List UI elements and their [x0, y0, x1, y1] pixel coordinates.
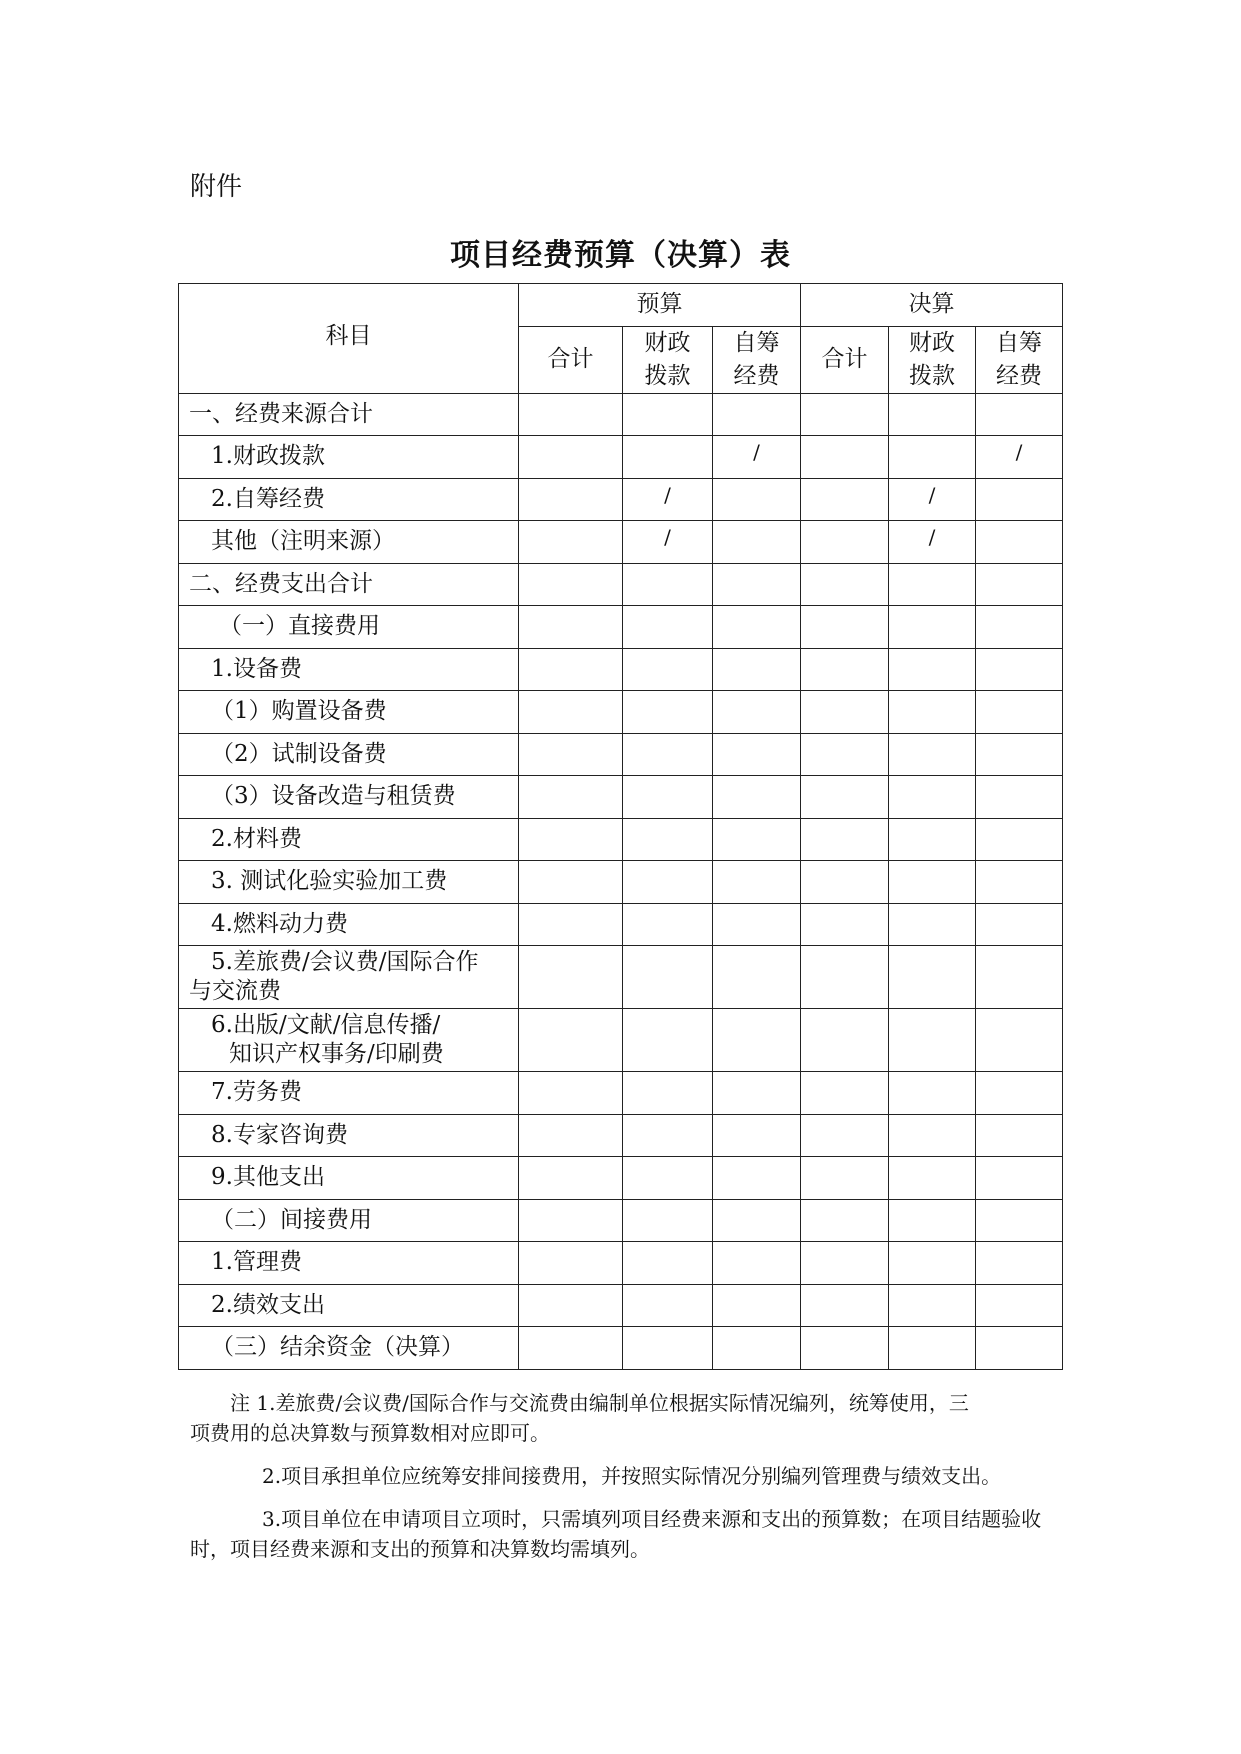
value-cell[interactable]	[623, 1072, 713, 1115]
table-row	[179, 818, 1063, 861]
value-cell[interactable]	[976, 1009, 1063, 1072]
value-cell[interactable]	[801, 776, 889, 819]
value-cell[interactable]	[976, 946, 1063, 1009]
row-subject: （1）购置设备费	[179, 691, 519, 734]
value-cell[interactable]	[976, 776, 1063, 819]
value-cell[interactable]	[889, 861, 976, 904]
value-cell[interactable]	[889, 733, 976, 776]
row-subject: 一、经费来源合计	[179, 393, 519, 436]
value-cell[interactable]	[801, 1242, 889, 1285]
value-cell[interactable]	[519, 648, 623, 691]
value-cell[interactable]	[801, 648, 889, 691]
value-cell[interactable]	[801, 1157, 889, 1200]
table-row	[179, 606, 1063, 649]
value-cell[interactable]	[519, 393, 623, 436]
value-cell[interactable]	[801, 1327, 889, 1370]
value-cell[interactable]	[519, 521, 623, 564]
table-row	[179, 1242, 1063, 1285]
note-1-continued: 项费用的总决算数与预算数相对应即可。	[190, 1421, 550, 1445]
row-subject: （三）结余资金（决算）	[179, 1327, 519, 1370]
value-cell[interactable]	[623, 818, 713, 861]
value-cell[interactable]	[976, 478, 1063, 521]
row-subject: 2.自筹经费	[179, 478, 519, 521]
value-cell[interactable]	[976, 606, 1063, 649]
value-cell[interactable]	[713, 776, 801, 819]
slash-mark: /	[928, 525, 936, 550]
table-row	[179, 393, 1063, 436]
table-row	[179, 946, 1063, 1009]
value-cell[interactable]	[519, 436, 623, 479]
row-subject-line-2: 知识产权事务/印刷费	[229, 1041, 444, 1067]
value-cell[interactable]	[801, 393, 889, 436]
value-cell[interactable]	[713, 733, 801, 776]
value-cell[interactable]	[713, 478, 801, 521]
slash-mark: /	[664, 482, 671, 507]
slash-cell[interactable]	[623, 521, 713, 564]
subject-header: 科目	[179, 284, 519, 394]
slash-cell[interactable]	[713, 436, 801, 479]
value-cell[interactable]	[519, 1114, 623, 1157]
row-subject: 2.绩效支出	[179, 1284, 519, 1327]
row-subject-line-1: 5.差旅费/会议费/国际合作	[211, 949, 479, 975]
table-row	[179, 521, 1063, 564]
value-cell[interactable]	[623, 1327, 713, 1370]
note-2: 2.项目承担单位应统筹安排间接费用，并按照实际情况分别编列管理费与绩效支出。	[262, 1464, 1002, 1488]
value-cell[interactable]	[519, 606, 623, 649]
value-cell[interactable]	[519, 1199, 623, 1242]
value-cell[interactable]	[519, 903, 623, 946]
value-cell[interactable]	[801, 563, 889, 606]
table-row	[179, 903, 1063, 946]
value-cell[interactable]	[889, 1009, 976, 1072]
note-1: 注 1.差旅费/会议费/国际合作与交流费由编制单位根据实际情况编列，统筹使用，三	[230, 1391, 969, 1415]
value-cell[interactable]	[801, 478, 889, 521]
value-cell[interactable]	[623, 776, 713, 819]
row-subject-line-2: 与交流费	[189, 978, 281, 1004]
attachment-label: 附件	[190, 172, 243, 202]
budget-fiscal-header: 财政 拨款	[623, 326, 713, 393]
row-subject	[179, 1009, 519, 1072]
final-self-header: 自筹 经费	[976, 326, 1063, 393]
value-cell[interactable]	[623, 733, 713, 776]
value-cell[interactable]	[519, 861, 623, 904]
row-subject: 其他（注明来源）	[179, 521, 519, 564]
value-cell[interactable]	[713, 691, 801, 734]
value-cell[interactable]	[889, 648, 976, 691]
row-subject: 3. 测试化验实验加工费	[179, 861, 519, 904]
final-header: 决算	[801, 284, 1063, 327]
value-cell[interactable]	[976, 1327, 1063, 1370]
table-row	[179, 563, 1063, 606]
row-subject: （一）直接费用	[179, 606, 519, 649]
slash-cell[interactable]	[976, 436, 1063, 479]
slash-mark: /	[664, 525, 671, 550]
table-row	[179, 1114, 1063, 1157]
row-subject: 二、经费支出合计	[179, 563, 519, 606]
value-cell[interactable]	[623, 1114, 713, 1157]
table-row	[179, 1072, 1063, 1115]
slash-cell[interactable]	[889, 478, 976, 521]
value-cell[interactable]	[801, 946, 889, 1009]
value-cell[interactable]	[519, 1284, 623, 1327]
table-row	[179, 733, 1063, 776]
value-cell[interactable]	[519, 946, 623, 1009]
row-subject: 2.材料费	[179, 818, 519, 861]
value-cell[interactable]	[713, 861, 801, 904]
slash-cell[interactable]	[889, 521, 976, 564]
row-subject: （3）设备改造与租赁费	[179, 776, 519, 819]
value-cell[interactable]	[889, 818, 976, 861]
row-subject: 1.设备费	[179, 648, 519, 691]
table-row	[179, 776, 1063, 819]
row-subject-line-1: 6.出版/文献/信息传播/	[211, 1012, 441, 1038]
value-cell[interactable]	[976, 1284, 1063, 1327]
slash-mark: /	[1015, 440, 1023, 465]
value-cell[interactable]	[889, 606, 976, 649]
value-cell[interactable]	[713, 521, 801, 564]
value-cell[interactable]	[976, 691, 1063, 734]
value-cell[interactable]	[976, 1114, 1063, 1157]
value-cell[interactable]	[519, 1157, 623, 1200]
table-row	[179, 1284, 1063, 1327]
table-row	[179, 648, 1063, 691]
value-cell[interactable]	[713, 1327, 801, 1370]
value-cell[interactable]	[713, 563, 801, 606]
value-cell[interactable]	[713, 1199, 801, 1242]
value-cell[interactable]	[976, 393, 1063, 436]
note-3: 3.项目单位在申请项目立项时，只需填列项目经费来源和支出的预算数；在项目结题验收时，项目经费来源和支出的预算和决算数均需填列。	[190, 1507, 1042, 1561]
value-cell[interactable]	[801, 861, 889, 904]
value-cell[interactable]	[713, 818, 801, 861]
slash-cell[interactable]	[623, 478, 713, 521]
value-cell[interactable]	[889, 691, 976, 734]
value-cell[interactable]	[801, 733, 889, 776]
row-subject: （2）试制设备费	[179, 733, 519, 776]
page-title: 项目经费预算（决算）表	[450, 238, 791, 273]
value-cell[interactable]	[713, 1072, 801, 1115]
notes	[190, 1388, 1070, 1577]
slash-mark: /	[753, 440, 760, 465]
table-row	[179, 436, 1063, 479]
value-cell[interactable]	[889, 946, 976, 1009]
budget-table-body	[179, 393, 1063, 1369]
value-cell[interactable]	[713, 1242, 801, 1285]
value-cell[interactable]	[976, 1072, 1063, 1115]
table-row	[179, 691, 1063, 734]
row-subject	[179, 946, 519, 1009]
value-cell[interactable]	[801, 521, 889, 564]
value-cell[interactable]	[713, 903, 801, 946]
value-cell[interactable]	[519, 1327, 623, 1370]
value-cell[interactable]	[976, 903, 1063, 946]
value-cell[interactable]	[623, 436, 713, 479]
value-cell[interactable]	[801, 606, 889, 649]
value-cell[interactable]	[519, 733, 623, 776]
value-cell[interactable]	[976, 648, 1063, 691]
value-cell[interactable]	[623, 1284, 713, 1327]
value-cell[interactable]	[801, 691, 889, 734]
value-cell[interactable]	[519, 1242, 623, 1285]
value-cell[interactable]	[976, 563, 1063, 606]
value-cell[interactable]	[889, 1114, 976, 1157]
value-cell[interactable]	[889, 1327, 976, 1370]
value-cell[interactable]	[519, 776, 623, 819]
value-cell[interactable]	[713, 946, 801, 1009]
value-cell[interactable]	[713, 393, 801, 436]
budget-total-header: 合计	[519, 326, 623, 393]
value-cell[interactable]	[976, 521, 1063, 564]
table-row	[179, 1327, 1063, 1370]
value-cell[interactable]	[519, 818, 623, 861]
value-cell[interactable]	[889, 436, 976, 479]
value-cell[interactable]	[623, 563, 713, 606]
value-cell[interactable]	[623, 946, 713, 1009]
value-cell[interactable]	[713, 1114, 801, 1157]
value-cell[interactable]	[889, 1072, 976, 1115]
value-cell[interactable]	[623, 1157, 713, 1200]
row-subject: （二）间接费用	[179, 1199, 519, 1242]
row-subject: 8.专家咨询费	[179, 1114, 519, 1157]
value-cell[interactable]	[713, 1157, 801, 1200]
value-cell[interactable]	[801, 1072, 889, 1115]
final-fiscal-header: 财政 拨款	[889, 326, 976, 393]
value-cell[interactable]	[889, 1199, 976, 1242]
value-cell[interactable]	[976, 733, 1063, 776]
value-cell[interactable]	[623, 648, 713, 691]
value-cell[interactable]	[889, 1284, 976, 1327]
value-cell[interactable]	[519, 478, 623, 521]
value-cell[interactable]	[623, 393, 713, 436]
value-cell[interactable]	[623, 1009, 713, 1072]
value-cell[interactable]	[519, 563, 623, 606]
value-cell[interactable]	[623, 1199, 713, 1242]
value-cell[interactable]	[801, 1284, 889, 1327]
value-cell[interactable]	[801, 818, 889, 861]
row-subject: 1.财政拨款	[179, 436, 519, 479]
value-cell[interactable]	[519, 1072, 623, 1115]
table-row	[179, 1157, 1063, 1200]
value-cell[interactable]	[713, 606, 801, 649]
value-cell[interactable]	[519, 1009, 623, 1072]
value-cell[interactable]	[976, 1157, 1063, 1200]
table-row	[179, 1199, 1063, 1242]
row-subject: 7.劳务费	[179, 1072, 519, 1115]
value-cell[interactable]	[713, 1284, 801, 1327]
value-cell[interactable]	[801, 903, 889, 946]
value-cell[interactable]	[801, 1009, 889, 1072]
slash-mark: /	[928, 482, 936, 507]
value-cell[interactable]	[519, 691, 623, 734]
budget-header: 预算	[519, 284, 801, 327]
value-cell[interactable]	[801, 1114, 889, 1157]
value-cell[interactable]	[889, 776, 976, 819]
value-cell[interactable]	[623, 1242, 713, 1285]
budget-self-header: 自筹 经费	[713, 326, 801, 393]
value-cell[interactable]	[976, 1242, 1063, 1285]
value-cell[interactable]	[889, 903, 976, 946]
row-subject: 4.燃料动力费	[179, 903, 519, 946]
value-cell[interactable]	[801, 1199, 889, 1242]
budget-table	[178, 283, 1063, 1370]
table-row	[179, 1009, 1063, 1072]
value-cell[interactable]	[713, 648, 801, 691]
value-cell[interactable]	[889, 393, 976, 436]
value-cell[interactable]	[889, 1242, 976, 1285]
value-cell[interactable]	[889, 563, 976, 606]
value-cell[interactable]	[801, 436, 889, 479]
table-row	[179, 861, 1063, 904]
row-subject: 1.管理费	[179, 1242, 519, 1285]
final-total-header: 合计	[801, 326, 889, 393]
value-cell[interactable]	[889, 1157, 976, 1200]
value-cell[interactable]	[623, 691, 713, 734]
value-cell[interactable]	[623, 903, 713, 946]
table-row	[179, 478, 1063, 521]
row-subject: 9.其他支出	[179, 1157, 519, 1200]
value-cell[interactable]	[623, 606, 713, 649]
value-cell[interactable]	[713, 1009, 801, 1072]
value-cell[interactable]	[976, 818, 1063, 861]
value-cell[interactable]	[623, 861, 713, 904]
value-cell[interactable]	[976, 861, 1063, 904]
value-cell[interactable]	[976, 1199, 1063, 1242]
